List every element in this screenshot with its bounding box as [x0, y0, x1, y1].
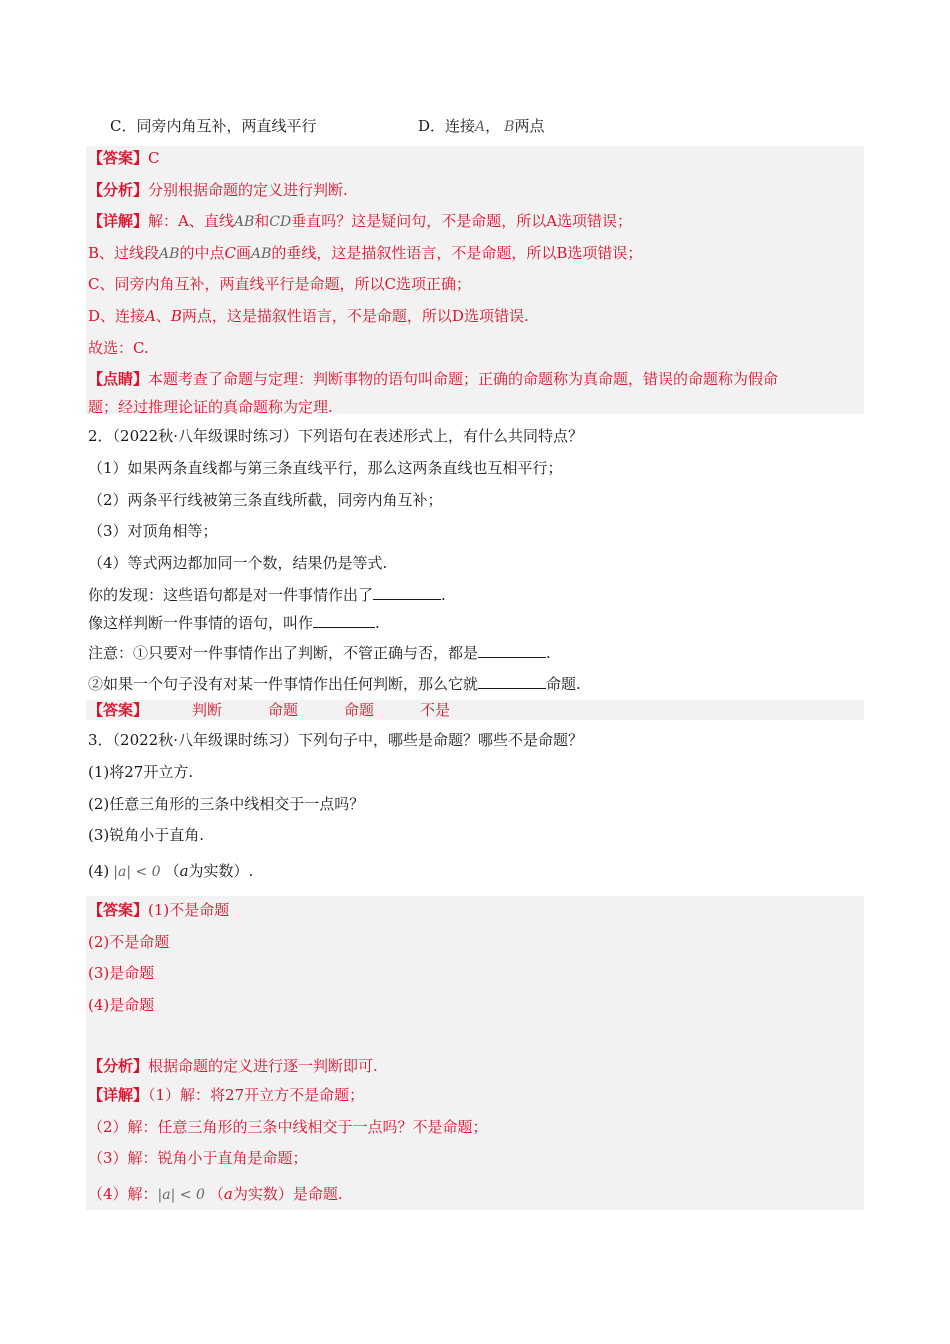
note-text: 注意：①只要对一件事情作出了判断，不管正确与否，都是 — [88, 644, 479, 662]
note-text: ②如果一个句子没有对某一件事情作出任何判断，那么它就 — [88, 675, 479, 693]
q3-detail-3 — [88, 1148, 308, 1168]
item-text: （3）对顶角相等； — [88, 522, 218, 540]
q2-note-2 — [88, 673, 581, 694]
analysis-tag: 【分析】 — [88, 181, 149, 199]
q3-answer-1 — [88, 900, 229, 920]
detail-text: （4）解： — [88, 1185, 158, 1203]
q1-detail-line1 — [88, 211, 632, 232]
comment-tag: 【点睛】 — [88, 370, 149, 388]
detail-text: 和 — [254, 212, 270, 230]
letter-a: A — [145, 307, 156, 325]
var-a: a — [223, 1185, 233, 1203]
math-ab: AB — [233, 214, 255, 230]
fill-blank[interactable] — [373, 584, 441, 600]
item-text: 为实数）. — [188, 862, 254, 880]
item-text: (4) — [88, 862, 110, 880]
q2-title — [88, 426, 583, 446]
q3-item-1 — [88, 762, 193, 782]
q2-item-4 — [88, 553, 387, 573]
answer-tag: 【答案】 — [88, 901, 149, 919]
item-text: (2)任意三角形的三条中线相交于一点吗？ — [88, 795, 365, 813]
math-cd: CD — [269, 214, 292, 230]
item-text: （ — [164, 862, 180, 880]
q3-detail-2 — [88, 1117, 488, 1137]
answer-item: (4)是命题 — [88, 996, 155, 1014]
answer-tag: 【答案】 — [88, 701, 149, 719]
call-text: 像这样判断一件事情的语句，叫作 — [88, 614, 314, 632]
detail-text: 的垂线，这是描叙性语言，不是命题，所以B选项错误； — [271, 244, 643, 262]
q3-answer-2 — [88, 932, 169, 952]
analysis-text: 分别根据命题的定义进行判断. — [148, 181, 348, 199]
answer-item: 命题 — [344, 701, 375, 719]
item-text: (1)将27开立方. — [88, 763, 194, 781]
answer-item: (3)是命题 — [88, 964, 155, 982]
option-c — [110, 116, 316, 136]
math-abs-expr: |a| < 0 — [157, 1187, 205, 1203]
option-d-sep: ， — [485, 117, 501, 135]
q2-finding — [88, 584, 446, 605]
q2-item-2 — [88, 490, 443, 510]
q2-note-1 — [88, 642, 551, 663]
q1-comment-line2 — [88, 397, 333, 417]
option-d — [418, 116, 544, 137]
q1-comment-line1 — [88, 369, 778, 389]
detail-text: D、连接 — [88, 307, 146, 325]
letter-b: B — [170, 307, 182, 325]
option-c-text: C．同旁内角互补，两直线平行 — [110, 117, 317, 135]
note-end: . — [546, 644, 551, 662]
q1-detail-line2 — [88, 243, 642, 264]
detail-text: （2）解：任意三角形的三条中线相交于一点吗？不是命题； — [88, 1118, 488, 1136]
fill-blank[interactable] — [313, 612, 375, 628]
answer-tag: 【答案】 — [88, 149, 149, 167]
detail-text: 解：A、直线 — [148, 212, 234, 230]
detail-text: B、过线段 — [88, 244, 160, 262]
option-d-suffix: 两点 — [514, 117, 545, 135]
call-end: . — [375, 614, 380, 632]
detail-tag: 【详解】 — [88, 212, 149, 230]
q1-detail-line3 — [88, 274, 471, 294]
item-text: （1）如果两条直线都与第三条直线平行，那么这两条直线也互相平行； — [88, 459, 563, 477]
q2-item-1 — [88, 458, 563, 478]
comment-text: 本题考查了命题与定理：判断事物的语句叫命题；正确的命题称为真命题，错误的命题称为假命 — [148, 370, 779, 388]
math-abs-expr: |a| < 0 — [113, 864, 161, 880]
detail-sep: 、 — [155, 307, 171, 325]
detail-text: （ — [208, 1185, 224, 1203]
detail-text: C、同旁内角互补，两直线平行是命题，所以C选项正确； — [88, 275, 471, 293]
q3-item-2 — [88, 794, 364, 814]
math-a: A — [475, 119, 486, 135]
note-end: 命题. — [546, 675, 581, 693]
q2-item-3 — [88, 521, 218, 541]
finding-end: . — [441, 586, 446, 604]
answer-item: (2)不是命题 — [88, 933, 170, 951]
item-text: （4）等式两边都加同一个数，结果仍是等式. — [88, 554, 388, 572]
math-b: B — [504, 119, 515, 135]
detail-text: （3）解：锐角小于直角是命题； — [88, 1149, 308, 1167]
q1-choose — [88, 338, 149, 358]
math-ab: AB — [250, 246, 272, 262]
detail-text: 垂直吗？这是疑问句，不是命题，所以A选项错误； — [291, 212, 633, 230]
q2-call — [88, 612, 380, 633]
detail-tag: 【详解】 — [88, 1086, 149, 1104]
item-text: (3)锐角小于直角. — [88, 826, 205, 844]
q3-detail-4 — [88, 1184, 343, 1205]
item-text: （2）两条平行线被第三条直线所截，同旁内角互补； — [88, 491, 443, 509]
q1-analysis — [88, 180, 348, 200]
answer-item: 命题 — [268, 701, 299, 719]
analysis-text: 根据命题的定义进行逐一判断即可. — [148, 1057, 378, 1075]
detail-text: 为实数）是命题. — [232, 1185, 343, 1203]
answer-item: (1)不是命题 — [148, 901, 230, 919]
q3-item-4 — [88, 861, 253, 882]
fill-blank[interactable] — [478, 673, 546, 689]
answer-item: 不是 — [420, 701, 451, 719]
var-a: a — [179, 862, 189, 880]
answer-value: C — [148, 149, 160, 167]
q1-answer — [88, 148, 160, 168]
detail-text: （1）解：将27开立方不是命题； — [148, 1086, 365, 1104]
q3-answer-3 — [88, 963, 154, 983]
q3-title — [88, 730, 583, 750]
question-title: 2．（2022秋·八年级课时练习）下列语句在表述形式上，有什么共同特点？ — [88, 427, 583, 445]
analysis-tag: 【分析】 — [88, 1057, 149, 1075]
math-ab: AB — [159, 246, 180, 262]
fill-blank[interactable] — [478, 642, 546, 658]
q2-answer — [88, 700, 496, 720]
finding-text: 你的发现：这些语句都是对一件事情作出了 — [88, 586, 374, 604]
choose-text: 故选：C. — [88, 339, 149, 357]
question-title: 3．（2022秋·八年级课时练习）下列句子中，哪些是命题？哪些不是命题？ — [88, 731, 583, 749]
detail-text: 画 — [235, 244, 251, 262]
answer-item: 判断 — [192, 701, 223, 719]
comment-text: 题；经过推理论证的真命题称为定理. — [88, 398, 333, 416]
q1-detail-line4 — [88, 306, 529, 326]
q3-item-3 — [88, 825, 204, 845]
option-d-text: D．连接 — [418, 117, 476, 135]
letter-c: C — [224, 244, 236, 262]
q3-answer-4 — [88, 995, 154, 1015]
detail-text: 两点，这是描叙性语言，不是命题，所以D选项错误. — [181, 307, 529, 325]
q3-detail-1 — [88, 1085, 364, 1105]
q3-analysis — [88, 1056, 378, 1076]
detail-text: 的中点 — [179, 244, 225, 262]
